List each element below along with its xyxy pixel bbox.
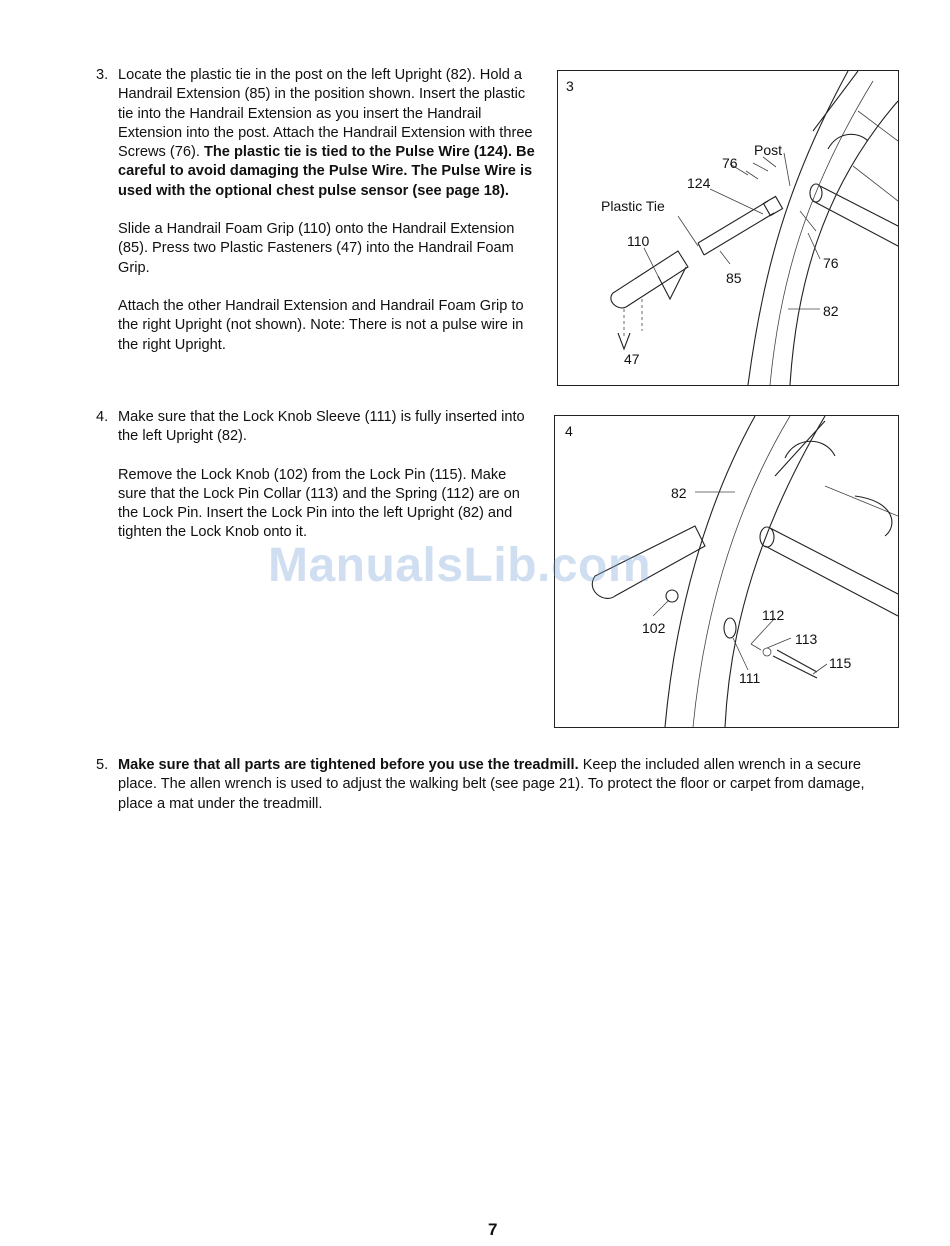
fig4-label-113: 113 — [795, 631, 818, 647]
step-3 — [96, 66, 536, 374]
step-4-number: 4. — [96, 409, 109, 425]
figure-4 — [554, 415, 899, 728]
fig3-label-110: 110 — [627, 233, 650, 249]
figure-4-drawing — [555, 416, 898, 727]
figure-3 — [557, 70, 899, 386]
fig3-label-47: 47 — [624, 351, 640, 367]
figure-3-drawing — [558, 71, 898, 385]
fig4-label-102: 102 — [642, 620, 666, 636]
fig3-label-124: 124 — [687, 175, 711, 191]
step-4-paragraph-2: Remove the Lock Knob (102) from the Lock Pin (115). Make sure that the Lock Pin Collar (113) and the Spring (112) are on the Lock Pin. Insert the Lock Pin into the left Upright (82) and tighten the Lock Knob onto it. — [118, 466, 520, 541]
fig3-label-plastic-tie: Plastic Tie — [601, 198, 665, 214]
fig3-label-85: 85 — [726, 270, 742, 286]
step-3-text: Locate the plastic tie in the post on the left Upright (82). Hold a Handrail Extension (85) in the position shown. Insert the plastic tie into the Handrail Extension as you insert the Handrail Extension into the post. Attach the Handrail Extension with three Screws (76). — [118, 67, 533, 161]
page-number: 7 — [488, 1220, 498, 1239]
step-5-text: Keep the included allen wrench in a secure place. The allen wrench is used to adjust the walking belt (see page 21). To protect the floor or carpet from damage, place a mat under the treadmill. — [118, 757, 865, 812]
step-3-paragraph-1 — [118, 66, 536, 201]
fig4-label-82: 82 — [671, 485, 687, 501]
step-5-warning: Make sure that all parts are tightened before you use the treadmill. — [118, 757, 579, 773]
step-3-paragraph-3: Attach the other Handrail Extension and Handrail Foam Grip to the right Upright (not shown). Note: There is not a pulse wire in the right Upright. — [118, 297, 524, 353]
fig3-label-76-right: 76 — [823, 255, 839, 271]
fig4-label-112: 112 — [762, 607, 785, 623]
figure-4-number: 4 — [565, 423, 573, 439]
step-3-paragraph-2: Slide a Handrail Foam Grip (110) onto the Handrail Extension (85). Press two Plastic Fasteners (47) into the Handrail Foam Grip. — [118, 221, 515, 276]
fig4-label-111: 111 — [739, 670, 761, 686]
step-5-paragraph — [118, 756, 896, 814]
step-4 — [96, 408, 536, 562]
fig3-label-82: 82 — [823, 303, 839, 319]
figure-3-number: 3 — [566, 78, 574, 94]
step-3-warning: The plastic tie is tied to the Pulse Wire (124). Be careful to avoid damaging the Pulse Wire. The Pulse Wire is used with the optional chest pulse sensor (see page 18). — [118, 144, 535, 199]
step-3-number: 3. — [96, 67, 109, 83]
fig3-label-76-top: 76 — [722, 155, 738, 171]
step-5 — [96, 756, 896, 833]
step-5-number: 5. — [96, 757, 109, 773]
fig3-label-post: Post — [754, 142, 783, 158]
step-4-paragraph-1: Make sure that the Lock Knob Sleeve (111) is fully inserted into the left Upright (82). — [118, 409, 525, 445]
watermark: ManualsLib.com — [268, 539, 652, 592]
fig4-label-115: 115 — [829, 655, 852, 671]
